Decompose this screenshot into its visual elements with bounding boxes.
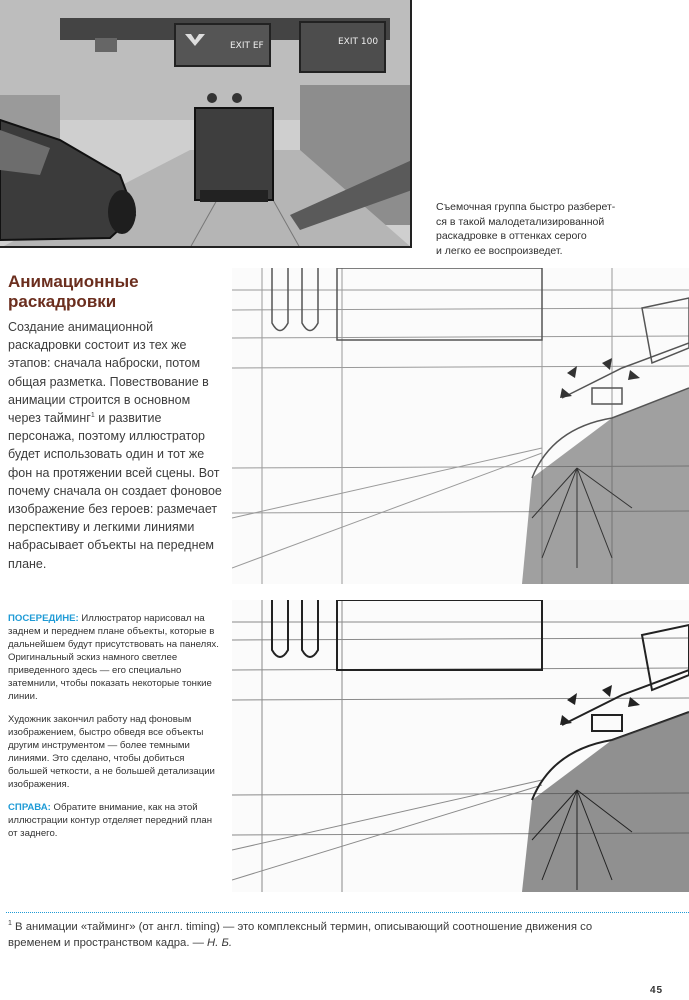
sign-left-text: EXIT EF bbox=[230, 41, 264, 51]
footnote-text: В анимации «тайминг» (от англ. timing) — это комплексный термин, описывающий соотношение движения со временем и пространством кадра. — bbox=[8, 921, 593, 949]
heading-line: раскадровки bbox=[8, 292, 117, 311]
footnote bbox=[8, 920, 648, 951]
body-paragraph bbox=[8, 318, 222, 573]
sign-right-text: EXIT 100 bbox=[338, 37, 379, 47]
pencil-sketch-outlined bbox=[232, 600, 689, 892]
note-right-text: Обратите внимание, как на этой иллюстрации контур отделяет передний план от заднего. bbox=[8, 802, 213, 839]
caption-line: Съемочная группа быстро разберет- bbox=[436, 201, 616, 213]
caption-line: ся в такой малодетализированной bbox=[436, 215, 605, 228]
note-right-label: СПРАВА: bbox=[8, 802, 51, 813]
footnote-number: 1 bbox=[8, 920, 12, 928]
footnote-author: Н. Б. bbox=[207, 936, 232, 949]
storyboard-sketch-highway bbox=[0, 0, 412, 248]
caption-line: раскадровке в оттенках серого bbox=[436, 230, 587, 242]
pencil-sketch-light bbox=[232, 268, 689, 584]
note-middle bbox=[8, 612, 220, 703]
note-middle-label: ПОСЕРЕДИНЕ: bbox=[8, 613, 79, 624]
note-paragraph-2: Художник закончил работу над фоновым изображением, быстро обведя все объекты другим инструментом — более темными линиями. Это сделано, чтобы добиться большей четкости, а не большей детализации изображения. bbox=[8, 714, 215, 790]
note-middle-text: Иллюстратор нарисовал на заднем и переднем плане объекты, которые в дальнейшем будут присутствовать на панелях. Оригинальный эскиз намного светлее приведенного здесь — его специально затемнили, чтобы показать некоторые тонкие линии. bbox=[8, 613, 219, 702]
note-right bbox=[8, 801, 220, 840]
body-text-end: и развитие персонажа, поэтому иллюстратор будет использовать один и тот же фон на протяжении всей сцены. Вот почему сначала он создает фоновое изображение без героев: размечает перспективу и легкими линиями набрасывает объекты на переднем плане. bbox=[8, 411, 222, 571]
caption-line: и легко ее воспроизведет. bbox=[436, 244, 563, 257]
section-heading bbox=[8, 272, 218, 312]
side-notes bbox=[8, 612, 220, 850]
footnote-divider bbox=[6, 912, 689, 913]
heading-line: Анимационные bbox=[8, 272, 139, 291]
footnote-ref: 1 bbox=[90, 411, 95, 419]
body-text-start: Создание анимационной раскадровки состоит из тех же этапов: сначала наброски, потом общая разметка. Повествование в анимации строится в основном через тайминг bbox=[8, 320, 209, 426]
top-image-caption bbox=[436, 200, 646, 258]
page-number: 45 bbox=[650, 985, 664, 996]
